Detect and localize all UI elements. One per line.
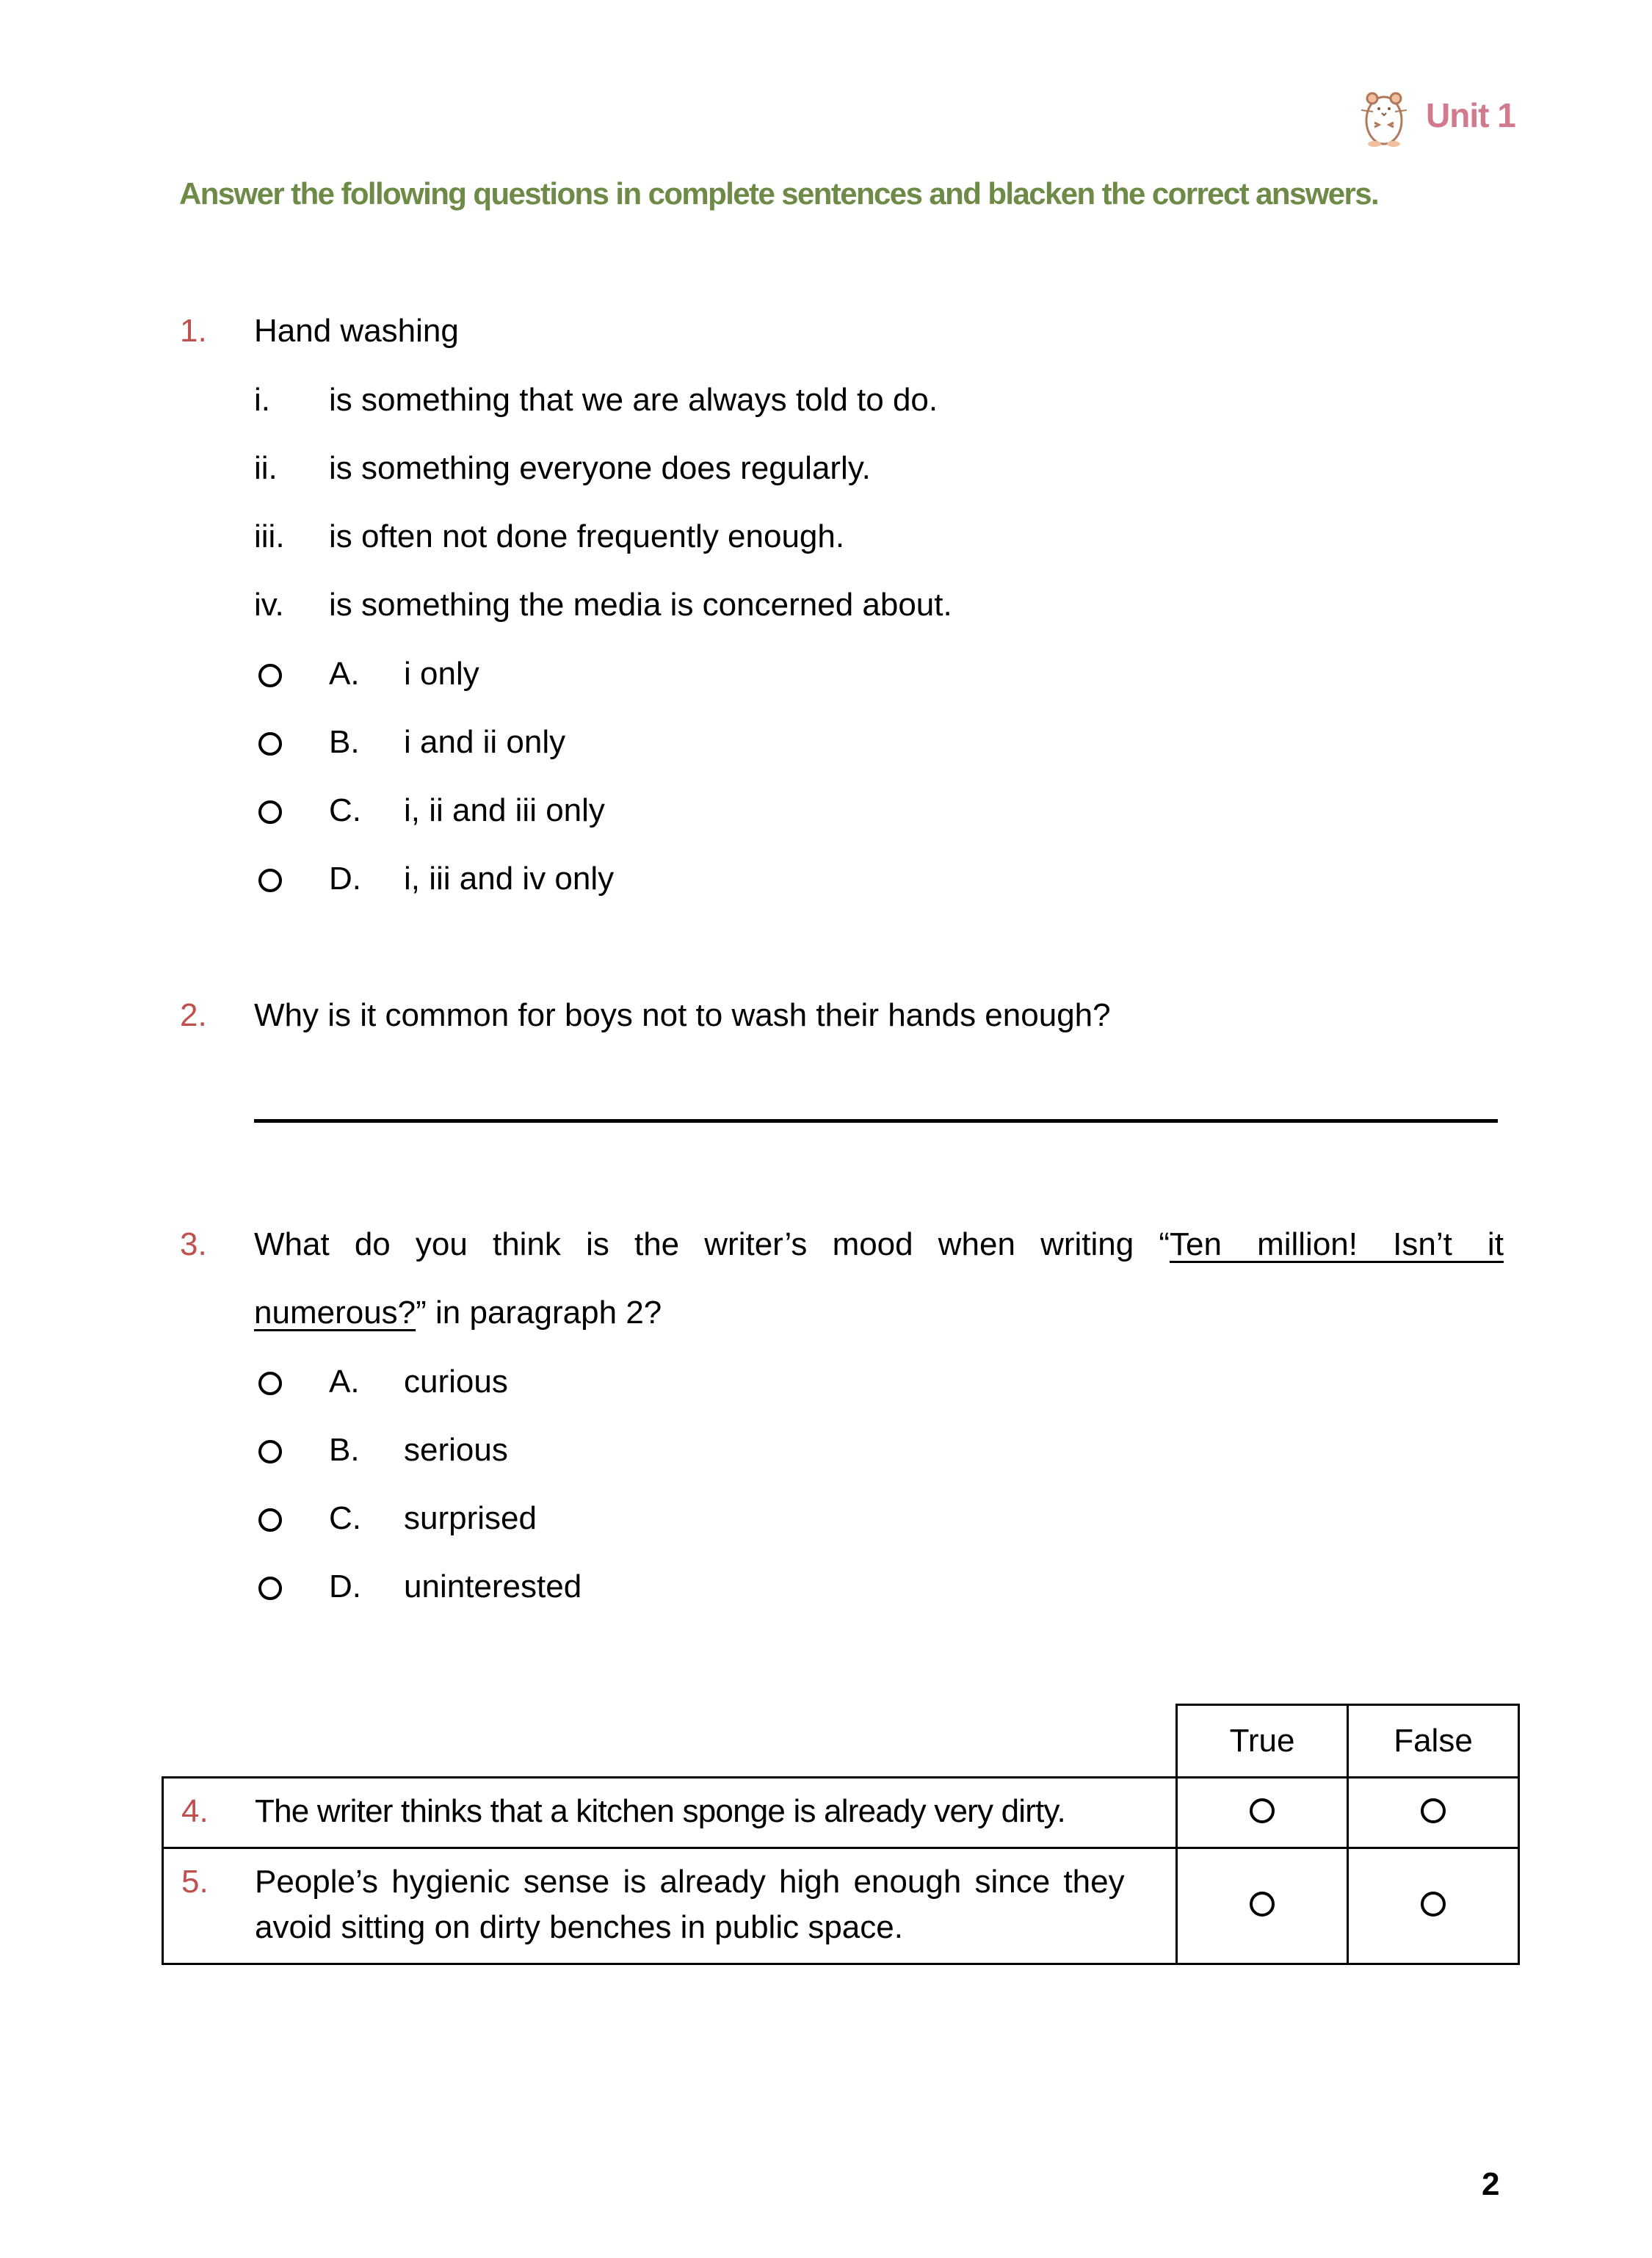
hamster-icon <box>1358 82 1410 148</box>
true-header: True <box>1177 1705 1348 1778</box>
false-cell[interactable] <box>1348 1778 1519 1848</box>
option-letter: D. <box>329 861 361 897</box>
option-d-bubble[interactable] <box>258 869 282 892</box>
option-text: i, iii and iv only <box>404 861 615 897</box>
option-text: curious <box>404 1364 508 1400</box>
question-stem: Hand washing <box>254 313 459 349</box>
true-bubble[interactable] <box>1250 1892 1275 1917</box>
stem-word: What <box>254 1226 330 1262</box>
option-text: serious <box>404 1432 508 1468</box>
question-number: 1. <box>180 313 207 349</box>
option-a-bubble[interactable] <box>258 1372 282 1395</box>
statement-text: is something that we are always told to do. <box>329 382 938 418</box>
quote-mark: “ <box>1159 1226 1170 1262</box>
true-cell[interactable] <box>1177 1778 1348 1848</box>
statement-text-line-1: People’s hygienic sense is already high enough since they <box>255 1864 1125 1900</box>
question-stem-line-2 <box>254 1295 662 1331</box>
option-letter: B. <box>329 724 360 760</box>
statement-text: is something the media is concerned about. <box>329 587 952 623</box>
stem-end: ” in paragraph 2? <box>416 1295 662 1331</box>
option-text: i, ii and iii only <box>404 792 605 828</box>
statement-cell <box>163 1848 1177 1964</box>
option-text: surprised <box>404 1500 537 1536</box>
false-header: False <box>1348 1705 1519 1778</box>
statement-cell <box>163 1778 1177 1848</box>
stem-word: you <box>415 1226 468 1262</box>
stem-word: do <box>354 1226 391 1262</box>
answer-line[interactable] <box>254 1119 1498 1123</box>
true-bubble[interactable] <box>1250 1798 1275 1823</box>
option-b-bubble[interactable] <box>258 732 282 756</box>
quoted-text: numerous? <box>254 1295 416 1331</box>
option-d-bubble[interactable] <box>258 1577 282 1600</box>
statement-label: i. <box>254 382 270 418</box>
option-text: uninterested <box>404 1568 582 1604</box>
option-b-bubble[interactable] <box>258 1440 282 1463</box>
table-row <box>163 1778 1519 1848</box>
statement-label: iv. <box>254 587 284 623</box>
option-a-bubble[interactable] <box>258 664 282 687</box>
option-letter: A. <box>329 1364 360 1400</box>
stem-word: writing <box>1040 1226 1134 1262</box>
blank-header-cell <box>163 1705 1177 1778</box>
false-bubble[interactable] <box>1421 1798 1446 1823</box>
option-letter: C. <box>329 792 361 828</box>
true-false-table <box>162 1704 1520 1965</box>
question-number: 4. <box>181 1793 209 1829</box>
stem-word: think <box>492 1226 561 1262</box>
option-c-bubble[interactable] <box>258 800 282 824</box>
statement-text: The writer thinks that a kitchen sponge is already very dirty. <box>255 1793 1065 1829</box>
option-text: i only <box>404 656 479 692</box>
unit-label: Unit 1 <box>1426 96 1515 134</box>
option-letter: D. <box>329 1568 361 1604</box>
question-stem-line-1 <box>254 1226 1504 1263</box>
question-number: 3. <box>180 1226 207 1262</box>
question-stem: Why is it common for boys not to wash their hands enough? <box>254 997 1111 1033</box>
stem-word: when <box>938 1226 1015 1262</box>
false-cell[interactable] <box>1348 1848 1519 1964</box>
option-c-bubble[interactable] <box>258 1508 282 1532</box>
question-number: 2. <box>180 997 207 1033</box>
stem-word: the <box>634 1226 680 1262</box>
stem-word: is <box>586 1226 609 1262</box>
statement-text-line-2: avoid sitting on dirty benches in public space. <box>255 1909 903 1945</box>
option-letter: A. <box>329 656 360 692</box>
stem-word: writer’s <box>704 1226 808 1262</box>
question-number: 5. <box>181 1864 209 1900</box>
table-header-row <box>163 1705 1519 1778</box>
statement-text: is often not done frequently enough. <box>329 518 845 554</box>
quoted-text: Ten million! Isn’t it <box>1170 1226 1504 1262</box>
true-cell[interactable] <box>1177 1848 1348 1964</box>
statement-text: is something everyone does regularly. <box>329 450 871 486</box>
stem-word: mood <box>832 1226 913 1262</box>
table-row <box>163 1848 1519 1964</box>
statement-label: ii. <box>254 450 278 486</box>
option-text: i and ii only <box>404 724 566 760</box>
option-letter: B. <box>329 1432 360 1468</box>
page-number: 2 <box>1482 2166 1500 2202</box>
instructions: Answer the following questions in complete sentences and blacken the correct answers. <box>179 176 1379 211</box>
option-letter: C. <box>329 1500 361 1536</box>
false-bubble[interactable] <box>1421 1892 1446 1917</box>
unit-header <box>1358 82 1515 148</box>
statement-label: iii. <box>254 518 285 554</box>
